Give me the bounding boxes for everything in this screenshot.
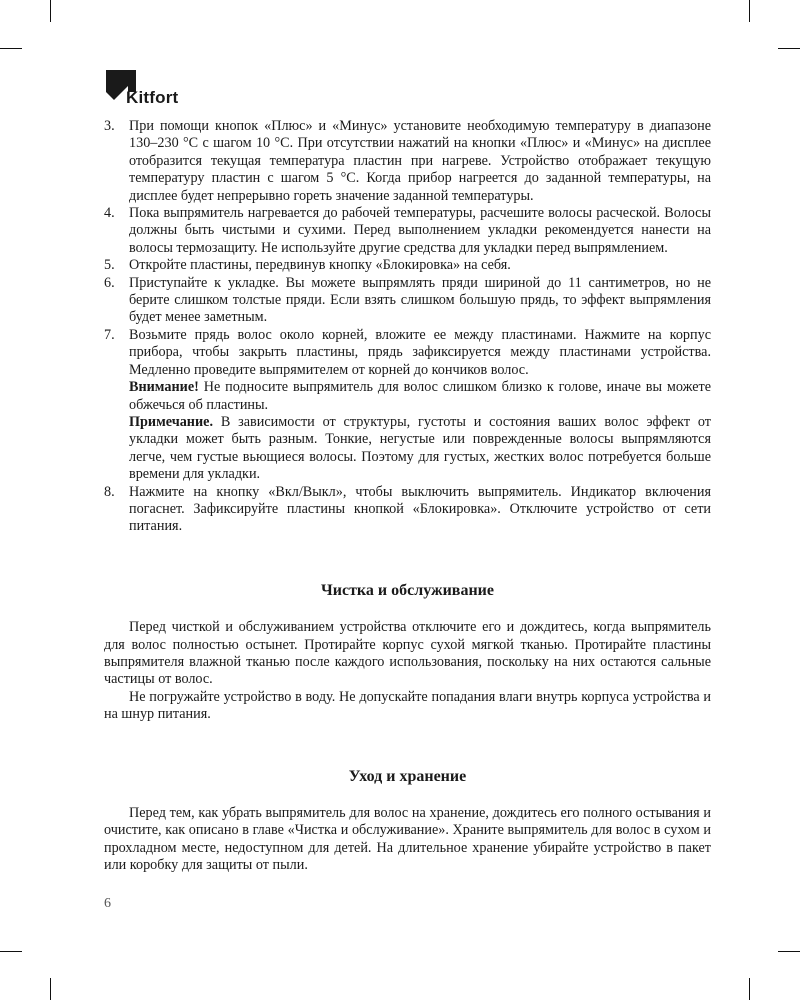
brand-name: Kitfort [126,88,179,107]
step-text: Откройте пластины, передвинув кнопку «Блокировка» на себя. [129,257,511,274]
crop-mark [0,48,22,49]
warning-note [129,379,711,414]
warning-label: Внимание! [129,379,199,396]
brand-logo [104,68,224,112]
section-heading-cleaning: Чистка и обслуживание [321,581,494,599]
step-text: Возьмите прядь волос около корней, вложите ее между пластинами. Нажмите на корпус прибора, чтобы закрыть пластины, прядь зафиксируется между пластинами устройства. Медленно проведите выпрямителем от корней до кончиков волос. [129,326,711,378]
step-item [104,484,711,536]
crop-mark [50,0,51,22]
section-heading-storage: Уход и хранение [348,767,467,785]
crop-mark [749,978,750,1000]
step-item [104,205,711,257]
instruction-steps [104,118,711,536]
step-text: Пока выпрямитель нагревается до рабочей температуры, расчешите волосы расческой. Волосы должны быть чистыми и сухими. Перед выполнением укладки рекомендуется нанести на волосы термозащиту. Не используйте другие средства для укладки перед выпрямлением. [129,205,711,256]
step-number: 7. [104,326,115,343]
step-number: 5. [104,257,115,274]
paragraph: Не погружайте устройство в воду. Не допускайте попадания влаги внутрь корпуса устройства и на шнур питания. [104,688,711,723]
crop-mark [0,951,22,952]
step-number: 4. [104,205,115,222]
step-text: Нажмите на кнопку «Вкл/Выкл», чтобы выключить выпрямитель. Индикатор включения погаснет. Зафиксируйте пластины кнопкой «Блокировка». Отключите устройство от сети питания. [129,483,711,535]
crop-mark [778,48,800,49]
crop-mark [778,951,800,952]
remark-note [129,414,711,484]
paragraph: Перед чисткой и обслуживанием устройства отключите его и дождитесь, когда выпрямитель для волос полностью остынет. Протирайте корпус сухой мягкой тканью. Протирайте пластины выпрямителя влажной тканью после каждого использования, поскольку на них остаются сальные частицы от волос. [104,619,711,688]
note-text: В зависимости от структуры, густоты и состояния ваших волос эффект от укладки может быть разным. Тонкие, негустые или поврежденные волосы выпрямляются легче, чем густые вьющиеся волосы. Поэтому для густых, жестких волос потребуется больше времени для укладки. [129,413,711,483]
page-number: 6 [104,896,111,911]
crop-mark [749,0,750,22]
step-number: 8. [104,483,115,500]
step-text: При помощи кнопок «Плюс» и «Минус» установите необходимую температуру в диапазоне 130–230 °C с шагом 10 °C. При отсутствии нажатий на кнопки «Плюс» и «Минус» на дисплее отобразится текущая температура пластин при нагреве. Устройство отображает текущую температуру пластин с шагом 5 °C. Когда прибор нагреется до заданной температуры, на дисплее будет непрерывно гореть значение заданной температуры. [129,118,711,204]
step-number: 3. [104,118,115,134]
crop-mark [50,978,51,1000]
paragraph: Перед тем, как убрать выпрямитель для волос на хранение, дождитесь его полного остывания и очистите, как описано в главе «Чистка и обслуживание». Храните выпрямитель для волос в сухом и прохладном месте, недоступном для детей. На длительное хранение убирайте устройство в пакет или коробку для защиты от пыли. [104,805,711,874]
document-body [104,118,711,875]
step-item [104,118,711,205]
warning-text: Не подносите выпрямитель для волос слишком близко к голове, иначе вы можете обжечься об пластины. [129,379,711,413]
step-item [104,257,711,274]
step-item [104,275,711,327]
step-item [104,327,711,484]
note-label: Примечание. [129,413,213,430]
step-text: Приступайте к укладке. Вы можете выпрямлять пряди шириной до 11 сантиметров, но не берите слишком толстые пряди. Если взять слишком большую прядь, то эффект выпрямления будет менее заметным. [129,274,711,326]
step-number: 6. [104,274,115,291]
